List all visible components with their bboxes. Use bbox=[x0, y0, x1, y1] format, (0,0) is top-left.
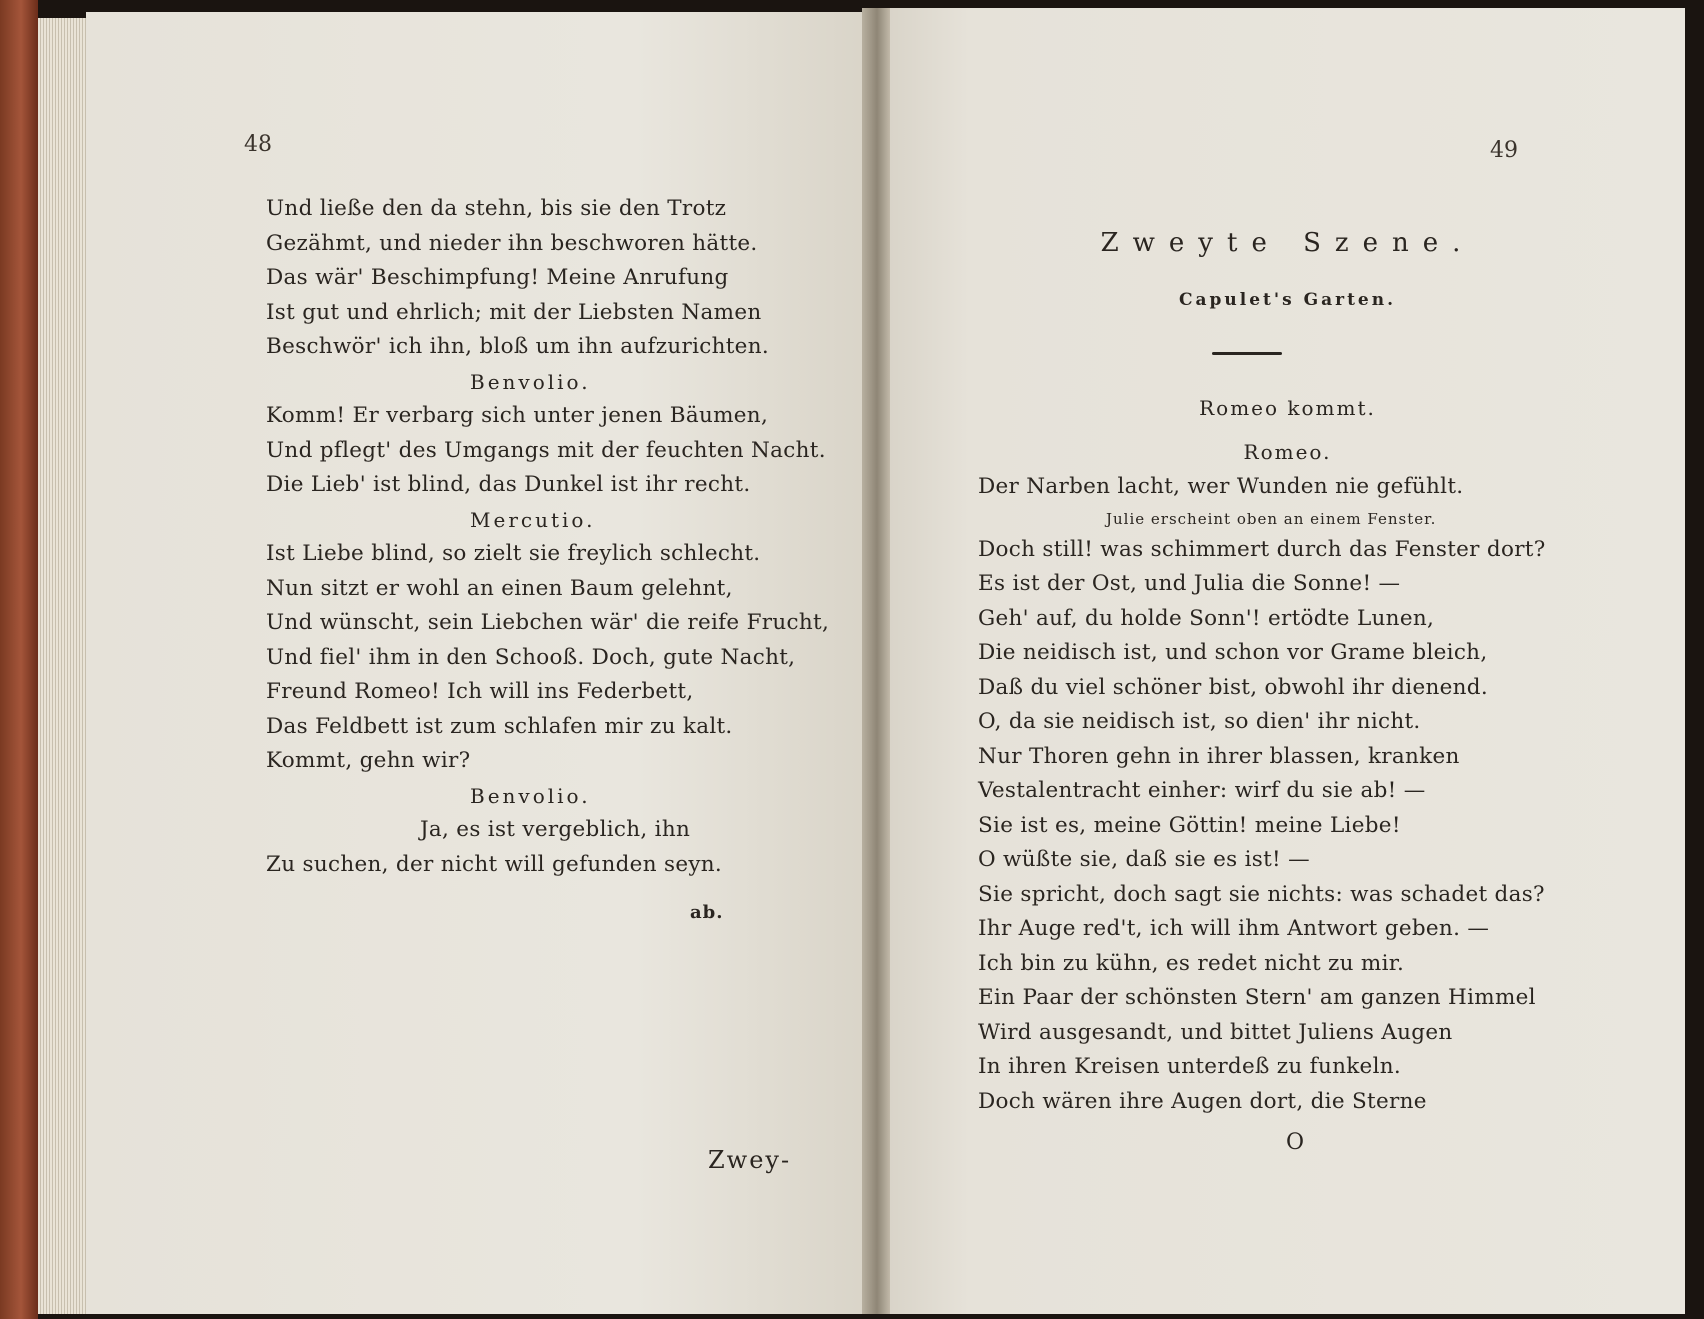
book-gutter bbox=[862, 8, 892, 1314]
speaker-name: Benvolio. bbox=[470, 783, 591, 808]
left-catchword: Zwey- bbox=[708, 1146, 792, 1174]
stage-direction-exit: ab. bbox=[690, 902, 724, 923]
text-line: Nun sitzt er wohl an einen Baum gelehnt, bbox=[266, 575, 733, 601]
text-line: Die neidisch ist, und schon vor Grame bleich, bbox=[978, 640, 1488, 665]
scene-title: Zweyte Szene. bbox=[1100, 228, 1475, 258]
text-line: Ist Liebe blind, so zielt sie freylich schlecht. bbox=[266, 541, 761, 566]
text-line: O wüßte sie, daß sie es ist! — bbox=[978, 847, 1310, 872]
speaker-name: Mercutio. bbox=[470, 507, 596, 532]
left-page-text bbox=[266, 192, 829, 882]
text-line: Gezähmt, und nieder ihn beschworen hätte. bbox=[266, 230, 758, 256]
left-page-number: 48 bbox=[244, 132, 272, 157]
text-line: Doch still! was schimmert durch das Fenster dort? bbox=[978, 536, 1546, 562]
text-line: Ja, es ist vergeblich, ihn bbox=[420, 817, 691, 842]
right-page-text bbox=[978, 470, 1546, 1119]
text-line: Komm! Er verbarg sich unter jenen Bäumen, bbox=[266, 403, 769, 428]
text-line: Ein Paar der schönsten Stern' am ganzen Himmel bbox=[978, 985, 1536, 1010]
text-line: Nur Thoren gehn in ihrer blassen, kranken bbox=[978, 743, 1460, 769]
stage-direction: Julie erscheint oben an einem Fenster. bbox=[1106, 509, 1437, 528]
right-page-edge bbox=[1685, 0, 1704, 1319]
text-line: Wird ausgesandt, und bittet Juliens Augen bbox=[978, 1019, 1453, 1045]
text-line: Sie ist es, meine Göttin! meine Liebe! bbox=[978, 812, 1401, 838]
text-line: In ihren Kreisen unterdeß zu funkeln. bbox=[978, 1054, 1402, 1079]
text-line: Die Lieb' ist blind, das Dunkel ist ihr recht. bbox=[266, 472, 751, 497]
text-line: O, da sie neidisch ist, so dien' ihr nicht. bbox=[978, 709, 1421, 734]
speaker-name: Benvolio. bbox=[470, 369, 591, 394]
text-line: Und ließe den da stehn, bis sie den Trotz bbox=[266, 196, 727, 221]
right-catchword: O bbox=[1286, 1130, 1307, 1155]
book-cover-edge bbox=[0, 0, 38, 1319]
text-line: Zu suchen, der nicht will gefunden seyn. bbox=[266, 851, 723, 877]
text-line: Und wünscht, sein Liebchen wär' die reife Frucht, bbox=[266, 610, 830, 635]
text-line: Freund Romeo! Ich will ins Federbett, bbox=[266, 679, 694, 704]
text-line: Und pflegt' des Umgangs mit der feuchten Nacht. bbox=[266, 437, 826, 463]
text-line: Geh' auf, du holde Sonn'! ertödte Lunen, bbox=[978, 605, 1435, 631]
text-line: Ihr Auge red't, ich will ihm Antwort geben. — bbox=[978, 916, 1490, 941]
text-line: Beschwör' ich ihn, bloß um ihn aufzurichten. bbox=[266, 334, 769, 359]
text-line: Der Narben lacht, wer Wunden nie gefühlt. bbox=[978, 474, 1464, 499]
text-line: Vestalentracht einher: wirf du sie ab! — bbox=[978, 778, 1426, 803]
text-line: Ist gut und ehrlich; mit der Liebsten Namen bbox=[266, 299, 762, 325]
page-stack-edge bbox=[38, 18, 86, 1314]
text-line: Das wär' Beschimpfung! Meine Anrufung bbox=[266, 265, 729, 290]
text-line: Es ist der Ost, und Julia die Sonne! — bbox=[978, 571, 1401, 596]
stage-direction-entrance: Romeo kommt. bbox=[1199, 396, 1376, 420]
text-line: Kommt, gehn wir? bbox=[266, 748, 471, 773]
speaker-name: Romeo. bbox=[1243, 440, 1332, 464]
text-line: Das Feldbett ist zum schlafen mir zu kalt. bbox=[266, 713, 733, 739]
text-line: Ich bin zu kühn, es redet nicht zu mir. bbox=[978, 950, 1405, 976]
text-line: Sie spricht, doch sagt sie nichts: was schadet das? bbox=[978, 881, 1545, 907]
text-line: Und fiel' ihm in den Schooß. Doch, gute Nacht, bbox=[266, 644, 796, 670]
scene-location: Capulet's Garten. bbox=[1178, 290, 1397, 310]
right-page-number: 49 bbox=[1490, 138, 1518, 163]
ornamental-rule bbox=[1212, 352, 1282, 355]
text-line: Doch wären ihre Augen dort, die Sterne bbox=[978, 1088, 1427, 1114]
text-line: Daß du viel schöner bist, obwohl ihr dienend. bbox=[978, 674, 1489, 700]
